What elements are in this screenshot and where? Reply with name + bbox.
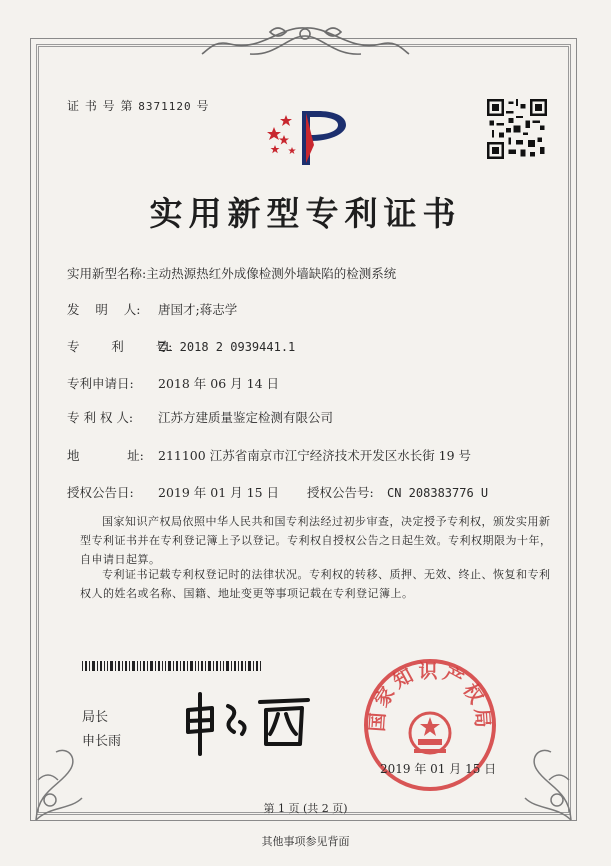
grant-announcement-date — [67, 483, 279, 501]
qr-code-icon — [487, 99, 547, 159]
top-ornament-icon — [200, 22, 411, 66]
cert-no-value: 8371120 — [138, 100, 192, 113]
owner-label: 专 利 权 人: — [67, 410, 134, 425]
grant-date-value: 2019 年 01 月 15 日 — [158, 485, 279, 500]
inventor — [67, 300, 237, 318]
grant-no-label: 授权公告号: — [307, 485, 374, 500]
grant-no-value: CN 208383776 U — [387, 486, 489, 500]
owner-value: 江苏方建质量鉴定检测有限公司 — [158, 410, 334, 425]
certificate-title: 实用新型专利证书 — [149, 194, 462, 233]
handwritten-signature-icon — [182, 688, 312, 758]
seal-date: 2019 年 01 月 15 日 — [380, 762, 497, 776]
application-date — [67, 374, 279, 392]
name-label: 实用新型名称: — [67, 266, 147, 281]
patent-label: 专 利 号: — [67, 339, 173, 354]
address-label: 地 址: — [67, 448, 144, 463]
director-title: 局长 — [82, 710, 109, 725]
address-value: 211100 江苏省南京市江宁经济技术开发区水长街 19 号 — [158, 448, 472, 463]
grant-statement — [80, 512, 552, 569]
name-value: 主动热源热红外成像检测外墙缺陷的检测系统 — [146, 266, 397, 281]
utility-model-name — [67, 264, 396, 282]
inventor-label: 发 明 人: — [67, 302, 141, 317]
see-reverse-note: 其他事项参见背面 — [261, 835, 350, 848]
patent-number — [67, 337, 295, 355]
patent-value: ZL 2018 2 0939441.1 — [158, 340, 296, 354]
grant-statement-paragraph: 国家知识产权局依照中华人民共和国专利法经过初步审查，决定授予专利权，颁发实用新型专利证书并在专利登记簿上予以登记。专利权自授权公告之日起生效。专利权期限为十年，自申请日起算。 — [80, 515, 552, 566]
cnipa-logo-icon — [262, 105, 354, 171]
cert-no-suffix: 号 — [196, 99, 210, 113]
address — [67, 446, 471, 464]
apply-date-label: 专利申请日: — [67, 376, 134, 391]
cert-no-label: 证 书 号 第 — [67, 99, 134, 113]
grant-announcement-number — [307, 483, 488, 501]
director-name: 申长雨 — [82, 734, 122, 749]
legal-status-paragraph: 专利证书记载专利权登记时的法律状况。专利权的转移、质押、无效、终止、恢复和专利权人的姓名或名称、国籍、地址变更等事项记载在专利登记簿上。 — [80, 568, 551, 600]
svg-text:国家知识产权局: 国家知识产权局 — [366, 660, 494, 733]
page-indicator: 第 1 页 (共 2 页) — [263, 802, 348, 815]
patentee — [67, 408, 333, 426]
certificate-number — [67, 97, 209, 114]
apply-date-value: 2018 年 06 月 14 日 — [158, 376, 279, 391]
legal-status-note — [80, 565, 552, 603]
grant-date-label: 授权公告日: — [67, 485, 134, 500]
inventor-value: 唐国才;蒋志学 — [158, 302, 238, 317]
barcode-icon — [82, 661, 262, 671]
